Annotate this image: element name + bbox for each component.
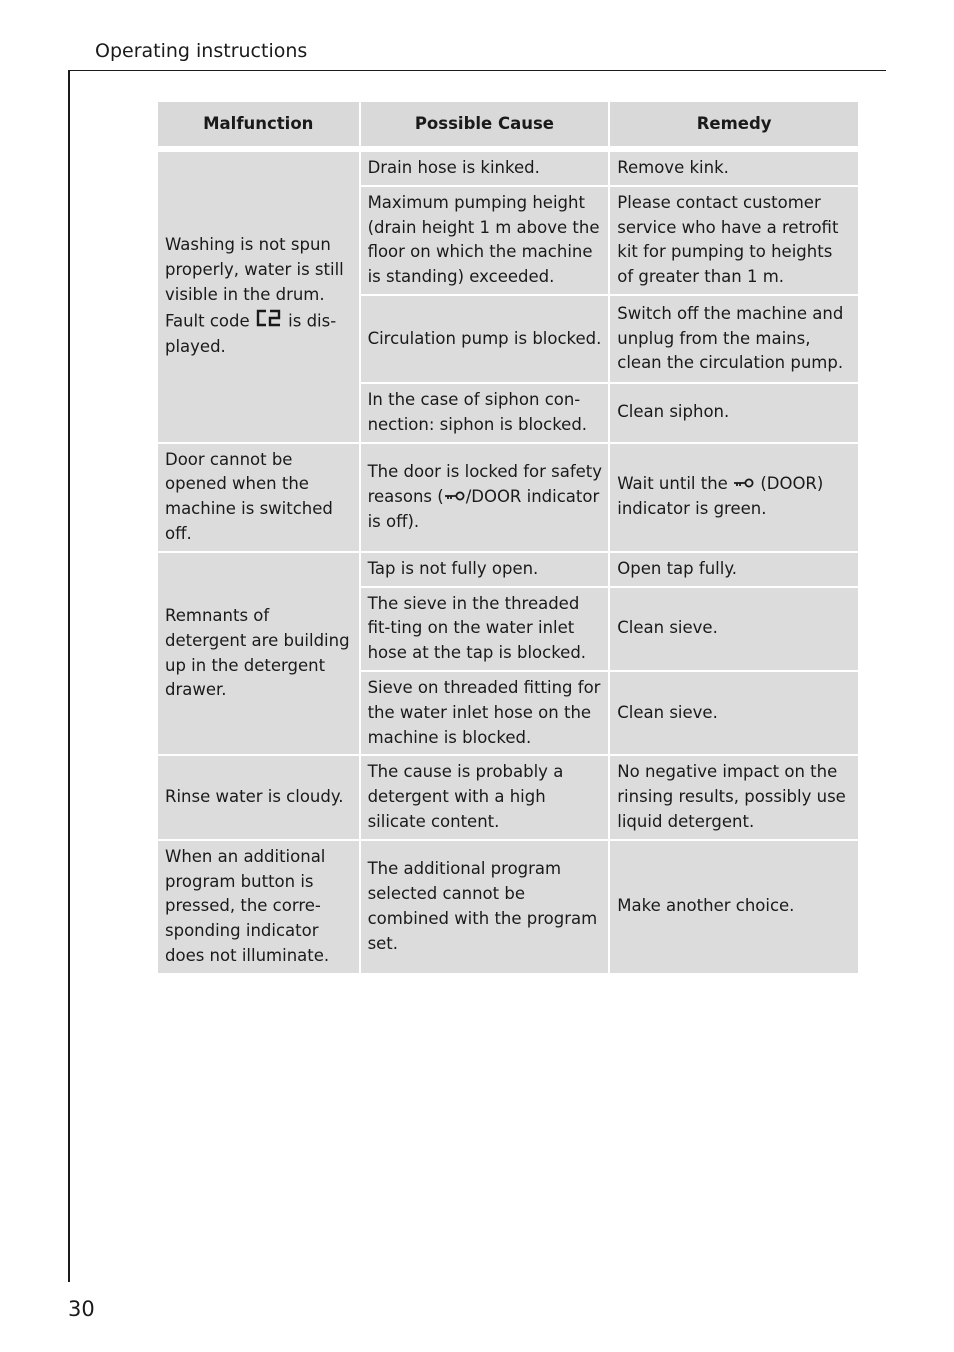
table-row [158, 152, 858, 185]
table-row [158, 841, 858, 973]
page-number: 30 [68, 1297, 95, 1321]
cause-cell: The additional program selected cannot be combined with the program set. [361, 841, 609, 973]
remedy-cell: Please contact customer service who have a retrofit kit for pumping to heights of greater than 1 m. [610, 187, 858, 294]
remedy-cell: Switch off the machine and unplug from the mains, clean the circulation pump. [610, 296, 858, 382]
cause-cell: Drain hose is kinked. [361, 152, 609, 185]
cause-cell: Sieve on threaded fitting for the water inlet hose on the machine is blocked. [361, 672, 609, 754]
remedy-cell: Make another choice. [610, 841, 858, 973]
cause-cell: The cause is probably a detergent with a high silicate content. [361, 756, 609, 838]
remedy-cell: Clean sieve. [610, 672, 858, 754]
column-header-malfunction: Malfunction [158, 102, 359, 146]
malfunction-text: Washing is not spun properly, water is still visible in the drum. [165, 235, 344, 304]
remedy-cell: Open tap fully. [610, 553, 858, 586]
malfunction-cell: Rinse water is cloudy. [158, 756, 359, 838]
key-icon [444, 485, 466, 510]
column-header-possible-cause: Possible Cause [361, 102, 609, 146]
remedy-cell: Clean sieve. [610, 588, 858, 670]
cause-text-prefix: The door is locked for safety reasons ( [367, 461, 603, 506]
cause-cell: In the case of siphon con-nection: siphon is blocked. [361, 384, 609, 442]
remedy-cell: Remove kink. [610, 152, 858, 185]
header-divider [68, 70, 886, 71]
fault-code-suffix: is dis-played. [165, 311, 337, 357]
remedy-text-suffix: (DOOR) indicator is green. [617, 474, 824, 519]
malfunction-cell: When an additional program button is pressed, the corre-sponding indicator does not illuminate. [158, 841, 359, 973]
key-icon [733, 472, 755, 497]
cause-cell: Tap is not fully open. [361, 553, 609, 586]
cause-text-suffix: /DOOR indicator is off). [367, 486, 600, 531]
table-row [158, 444, 858, 551]
margin-rule [68, 70, 70, 1282]
table-row [158, 553, 858, 586]
troubleshooting-table [156, 100, 860, 975]
cause-cell: Circulation pump is blocked. [361, 296, 609, 382]
fault-code-prefix: Fault code [165, 311, 250, 331]
cause-cell [361, 444, 609, 551]
table-header-row [158, 102, 858, 146]
page-header-title: Operating instructions [95, 40, 308, 62]
cause-cell: Maximum pumping height (drain height 1 m above the floor on which the machine is standing) exceeded. [361, 187, 609, 294]
column-header-remedy: Remedy [610, 102, 858, 146]
malfunction-cell: Door cannot be opened when the machine is switched off. [158, 444, 359, 551]
malfunction-cell [158, 152, 359, 442]
remedy-text-prefix: Wait until the [617, 474, 728, 494]
remedy-cell: No negative impact on the rinsing results, possibly use liquid detergent. [610, 756, 858, 838]
remedy-cell [610, 444, 858, 551]
cause-cell: The sieve in the threaded fit-ting on the water inlet hose at the tap is blocked. [361, 588, 609, 670]
remedy-cell: Clean siphon. [610, 384, 858, 442]
malfunction-cell: Remnants of detergent are building up in the detergent drawer. [158, 553, 359, 755]
fault-code-display-icon [255, 308, 283, 336]
table-row [158, 756, 858, 838]
